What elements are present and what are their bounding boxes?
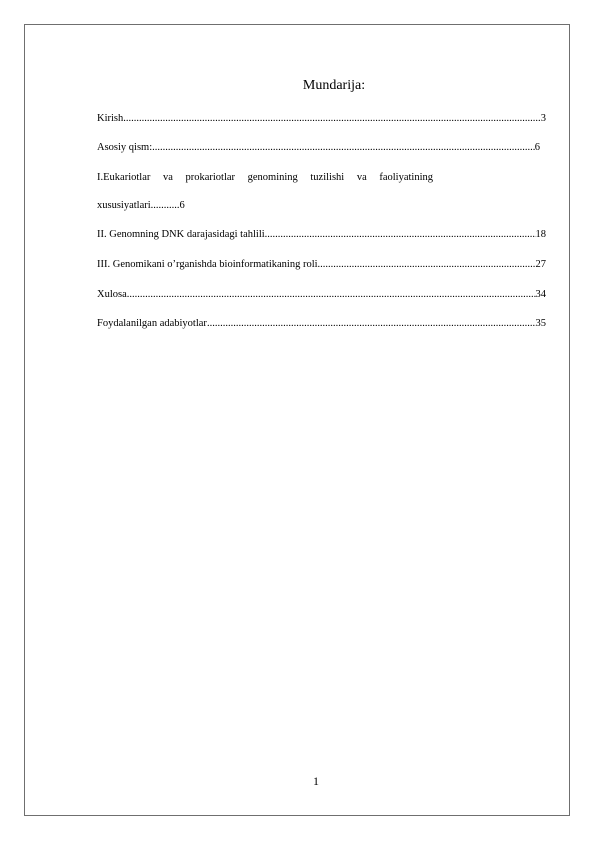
toc-word: faoliyatining xyxy=(379,172,433,183)
toc-dot-leader xyxy=(318,259,536,271)
toc-entry-page: 18 xyxy=(535,229,546,240)
toc-entry-xulosa[interactable] xyxy=(97,289,546,301)
toc-entry-page: 27 xyxy=(535,259,546,270)
toc-entry-label: II. Genomning DNK darajasidagi tahlili xyxy=(97,229,265,240)
toc-entry-asosiy-qism[interactable] xyxy=(97,142,540,154)
toc-entry-label: Foydalanilgan adabiyotlar xyxy=(97,318,207,329)
toc-entry-page: 3 xyxy=(540,113,546,124)
toc-dot-leader xyxy=(127,289,536,301)
toc-entry-page: 6 xyxy=(534,142,540,153)
toc-entry-label: Asosiy qism: xyxy=(97,142,153,153)
toc-entry-page: 35 xyxy=(535,318,546,329)
toc-title: Mundarija: xyxy=(302,78,366,93)
page-number: 1 xyxy=(313,774,319,788)
toc-dot-leader xyxy=(152,142,535,154)
toc-dot-leader xyxy=(123,113,541,125)
toc-word: tuzilishi xyxy=(310,172,345,183)
toc-entry-eukariotlar-line1[interactable] xyxy=(97,172,433,184)
toc-word: prokariotlar xyxy=(185,172,236,183)
toc-entry-label: Kirish xyxy=(97,113,124,124)
toc-word: va xyxy=(356,172,367,183)
toc-dot-leader xyxy=(207,318,536,330)
toc-entry-page: 34 xyxy=(535,289,546,300)
toc-entry-kirish[interactable] xyxy=(97,113,546,125)
toc-word: I.Eukariotlar xyxy=(97,172,151,183)
toc-word: va xyxy=(162,172,173,183)
toc-entry-label: III. Genomikani o’rganishda bioinformatikaning roli xyxy=(97,259,318,270)
toc-dot-leader xyxy=(265,229,536,241)
toc-entry-genomikani[interactable] xyxy=(97,259,546,271)
toc-entry-label: Xulosa xyxy=(97,289,127,300)
toc-entry-genomning-dnk[interactable] xyxy=(97,229,546,241)
toc-word: genomining xyxy=(247,172,298,183)
toc-entry-foydalanilgan-adabiyotlar[interactable] xyxy=(97,318,546,330)
toc-entry-eukariotlar-line2[interactable]: xususiyatlari...........6 xyxy=(97,200,185,211)
